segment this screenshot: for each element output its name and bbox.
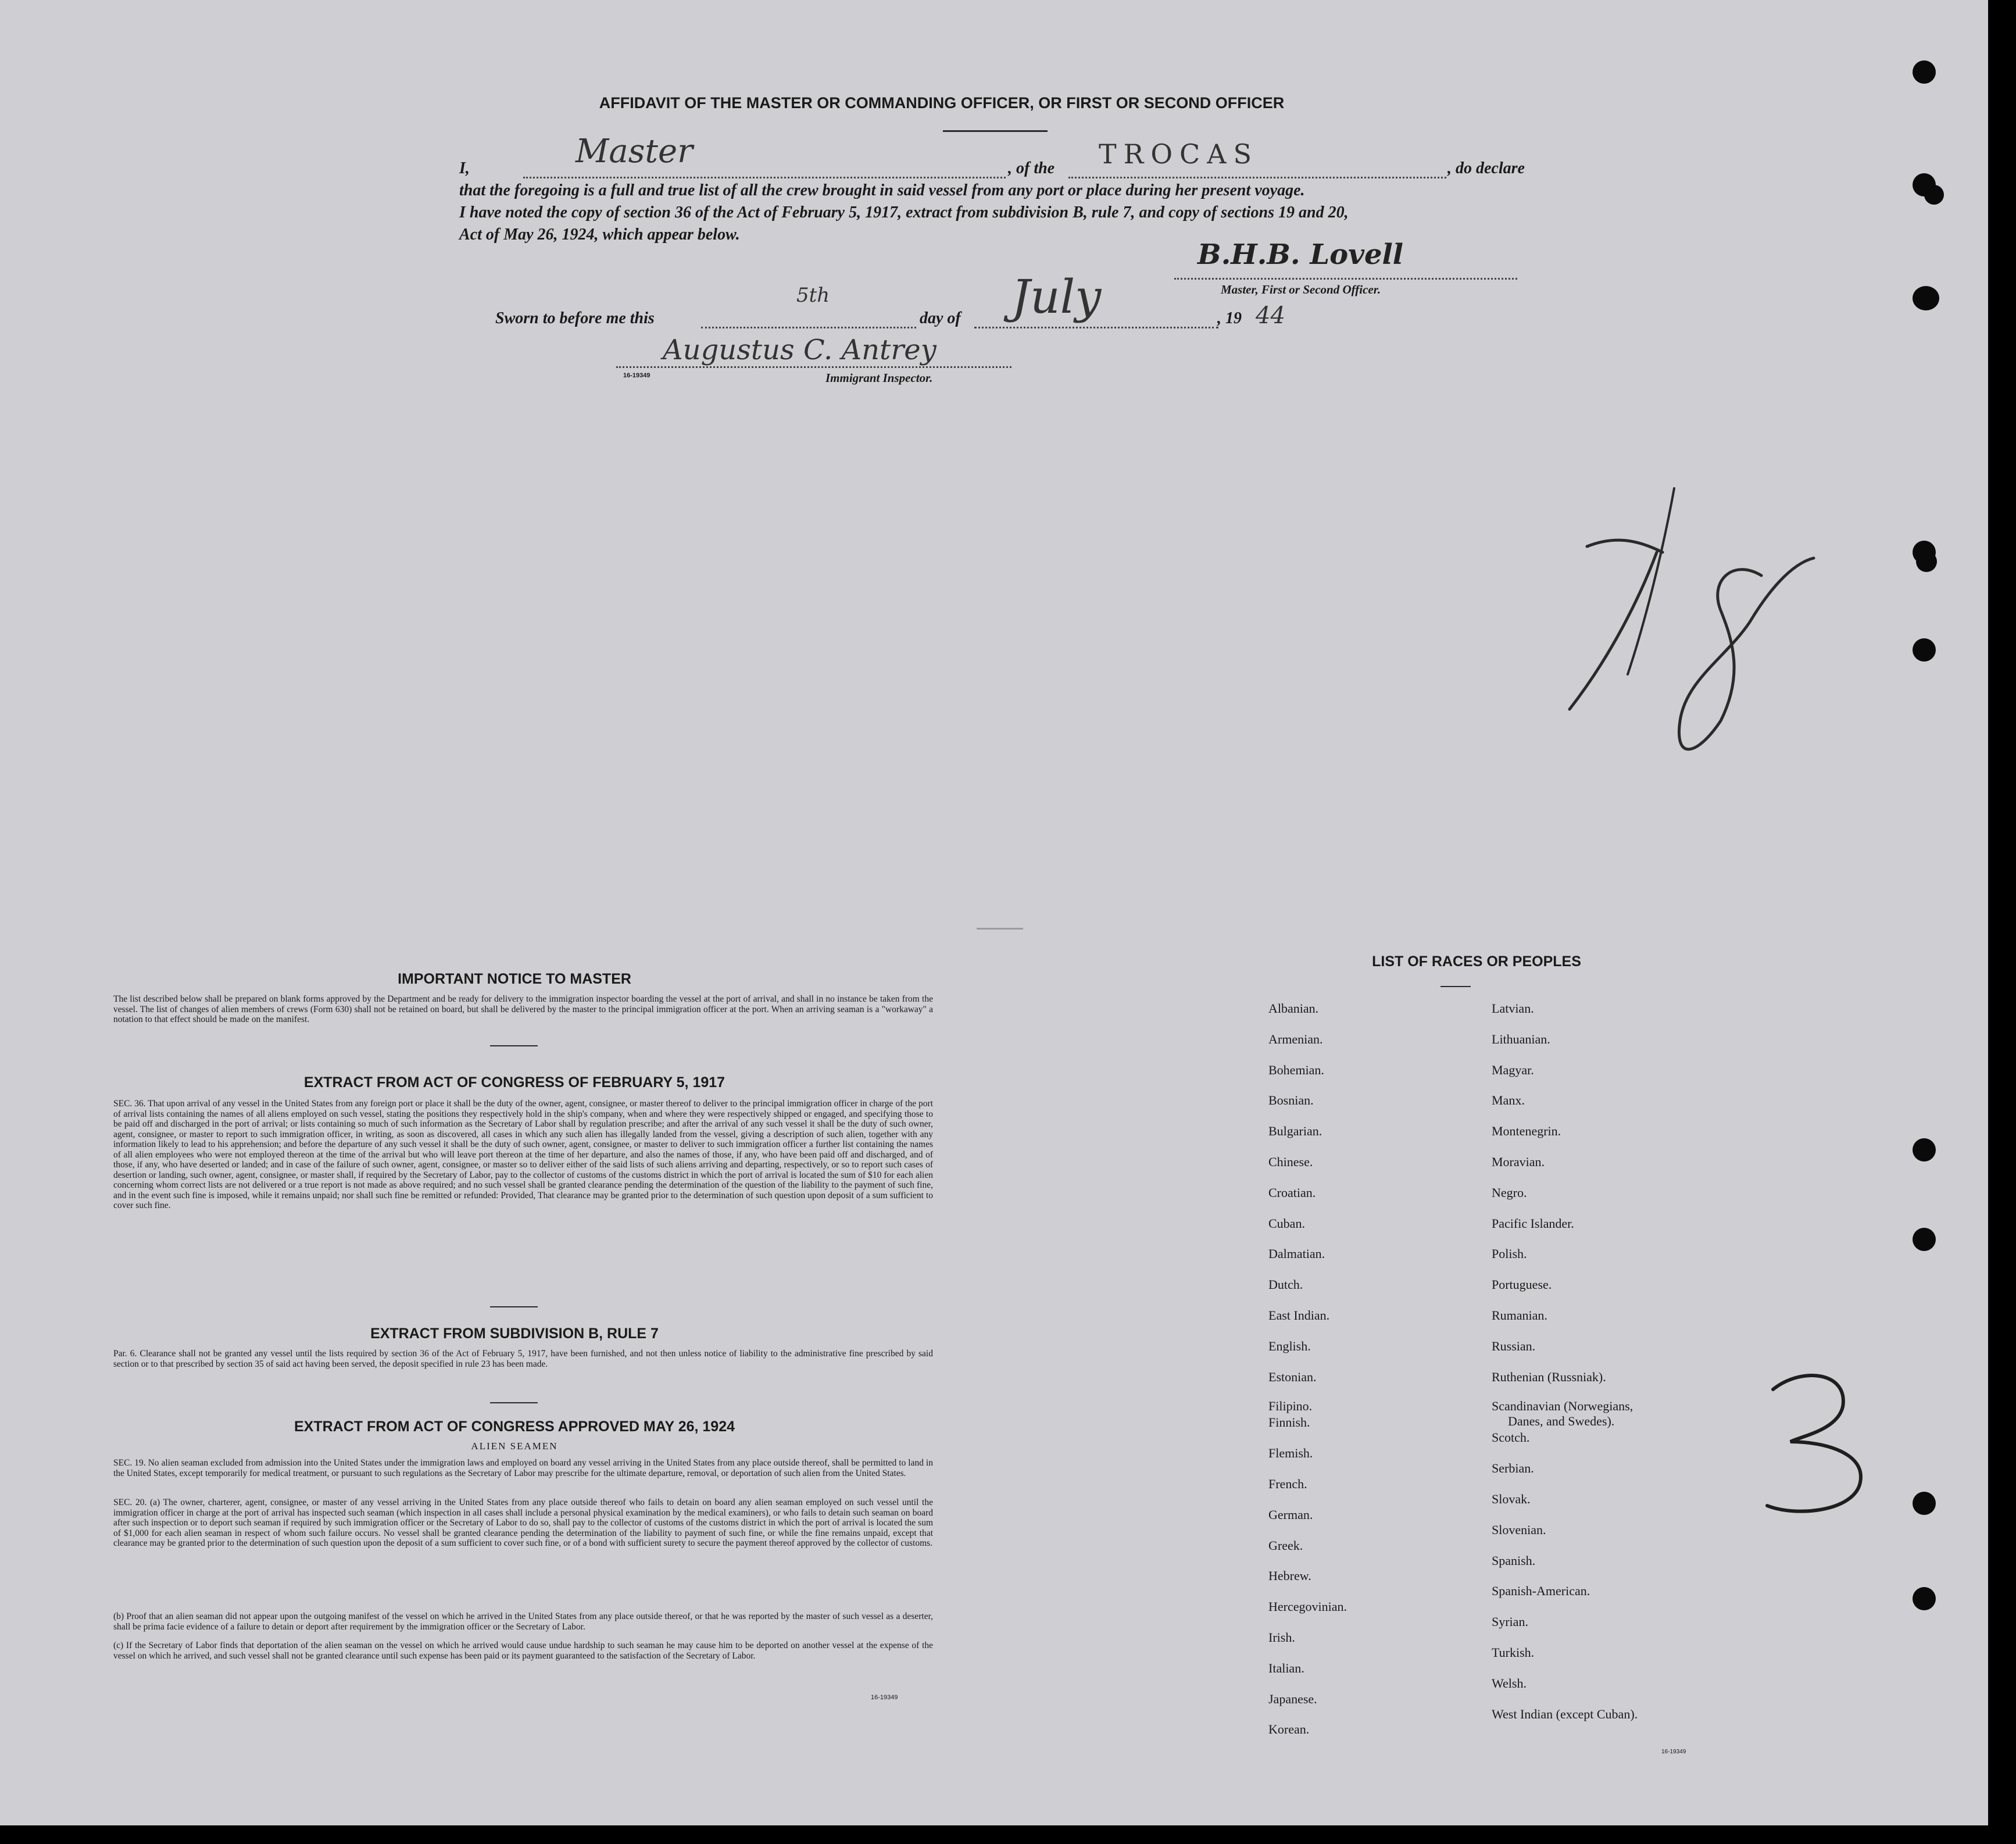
do-declare-label: , do declare <box>1447 159 1525 177</box>
race-item: Magyar. <box>1492 1062 1534 1077</box>
race-item: Serbian. <box>1492 1461 1534 1476</box>
year-handwriting: 44 <box>1256 302 1285 329</box>
race-item: Slovak. <box>1492 1491 1531 1506</box>
punch-hole <box>1913 286 1939 310</box>
extract-rule7-rule <box>490 1402 538 1403</box>
scan-border-bottom <box>0 1825 2016 1844</box>
races-rule <box>1440 986 1471 987</box>
races-column-2 <box>1492 1000 1638 1736</box>
day-line <box>701 327 916 328</box>
race-item: Pacific Islander. <box>1492 1216 1574 1231</box>
race-item: Irish. <box>1268 1629 1295 1645</box>
extract-1917-title: EXTRACT FROM ACT OF CONGRESS OF FEBRUARY 5, 1917 <box>303 1074 725 1091</box>
race-item: Finnish. <box>1268 1415 1310 1430</box>
sheet-number-annotation <box>1750 1360 1878 1523</box>
fold-mark <box>977 928 1023 930</box>
race-item: Dalmatian. <box>1268 1246 1325 1262</box>
race-item: Scotch. <box>1492 1430 1530 1445</box>
notice-title: IMPORTANT NOTICE TO MASTER <box>398 971 631 987</box>
extract-1924-sec20b: (b) Proof that an alien seaman did not appear upon the outgoing manifest of the vessel on which he arrived in the United States from any place outside thereof, or that he was reported by the master of such vessel as a deserter, shall be prima facie evidence of a failure to detain or deport after requirement by the immigration officer or the Secretary of Labor. <box>113 1611 933 1632</box>
extract-1917-text: SEC. 36. That upon arrival of any vessel in the United States from any foreign port or place it shall be the duty of the owner, agent, consignee, or master thereof to deliver to the principal immigration officer in charge of the port of arrival lists containing the names of all aliens employed on such vessel, stating the positions they respectively hold in the ship's company, when and where they were respectively shipped or engaged, and specifying those to be paid off and discharged in the port of arrival; or lists containing so much of such information as the Secretary of Labor shall by regulation prescribe; and after the arrival of any such vessel it shall be the duty of such owner, agent, consignee, or master to report to such immigration officer, in writing, as soon as discovered, all cases in which any such alien has illegally landed from the vessel, giving a description of such alien, together with any information likely to lead to his apprehension; and before the departure of any such vessel it shall be the duty of such owner, agent, consignee, or master to deliver to such immigration officer a further list containing the names of all alien employees who were not employed thereon at the time of the arrival but who will leave port thereon at the time of her departure, and also the names of those, if any, who have been paid off and discharged, and of those, if any, who have deserted or landed; and in case of the failure of such owner, agent, consignee, or master so to deliver either of the said lists of such aliens arriving and departing, respectively, or so to report such cases of desertion or landing, such owner, agent, consignee, or master shall, if required by the Secretary of Labor, pay to the collector of customs of the customs district in which the port of arrival is located the sum of $10 for each alien concerning whom correct lists are not delivered or a true report is not made as above required; and no such vessel shall be granted clearance pending the determination of the question of the liability to the payment of such fine, and in the event such fine is imposed, while it remains unpaid; nor shall such fine be remitted or refunded: Provided, That clearance may be granted prior to the determination of such question upon deposit of a sum sufficient to cover such fine. <box>113 1099 933 1210</box>
race-item: Negro. <box>1492 1185 1527 1200</box>
race-item: Bosnian. <box>1268 1093 1314 1108</box>
race-item: Ruthenian (Russniak). <box>1492 1369 1606 1384</box>
extract-1924-sec20c: (c) If the Secretary of Labor finds that deportation of the alien seaman on the vessel on which he arrived would cause undue hardship to such seaman he may cause him to be deported on another vessel at the expense of the vessel on which he arrived, and such vessel shall not be granted clearance until such expense has been paid or its payment guaranteed to the satisfaction of the Secretary of Labor. <box>113 1641 933 1661</box>
race-item: West Indian (except Cuban). <box>1492 1706 1638 1721</box>
race-item: Rumanian. <box>1492 1307 1547 1323</box>
race-item: German. <box>1268 1507 1313 1522</box>
extract-rule7-text: Par. 6. Clearance shall not be granted any vessel until the lists required by section 36 of the Act of February 5, 1917, have been furnished, and not then unless notice of liability to the administrative fine prescribed by said section or to that prescribed by section 35 of said act having been served, the deposit specified in rule 23 has been made. <box>113 1349 933 1369</box>
race-item: Polish. <box>1492 1246 1527 1262</box>
race-item: English. <box>1268 1338 1311 1353</box>
race-item: Dutch. <box>1268 1277 1303 1292</box>
extract-rule7-title: EXTRACT FROM SUBDIVISION B, RULE 7 <box>370 1325 659 1342</box>
declarant-handwriting: Master <box>576 133 693 170</box>
punch-hole <box>1924 185 1944 205</box>
race-item: Montenegrin. <box>1492 1124 1561 1139</box>
inspector-signature: Augustus C. Antrey <box>663 334 936 366</box>
punch-hole <box>1913 1492 1936 1515</box>
races-form-number: 16-19349 <box>1661 1749 1686 1755</box>
officer-caption: Master, First or Second Officer. <box>1221 283 1381 296</box>
race-item: Croatian. <box>1268 1185 1316 1200</box>
race-item: Bohemian. <box>1268 1062 1324 1077</box>
inspector-caption: Immigrant Inspector. <box>825 371 933 385</box>
race-item: Flemish. <box>1268 1446 1313 1461</box>
extract-1924-title: EXTRACT FROM ACT OF CONGRESS APPROVED MAY 26, 1924 <box>294 1418 735 1435</box>
punch-hole <box>1913 1587 1936 1610</box>
officer-signature: B.H.B. Lovell <box>1198 238 1403 271</box>
inspector-signature-line <box>616 366 1011 368</box>
extract-1924-sec20a: SEC. 20. (a) The owner, charterer, agent, consignee, or master of any vessel arriving in the United States from any place outside thereof who fails to detain on board any alien seaman employed on such vessel until the immigration officer in charge at the port of arrival has inspected such seaman (which inspection in all cases shall include a personal physical examination by the medical examiners), or who fails to detain such seaman on board after such inspection or to deport such seaman if required by such immigration officer or the Secretary of Labor to do so, shall pay to the collector of customs of the customs district in which the port of arrival is located the sum of $1,000 for each alien seaman in respect of whom such failure occurs. No vessel shall be granted clearance pending the determination of the liability to payment of such fine, or while the fine remains unpaid, except that clearance may be granted prior to the determination of such question upon the deposit of a sum sufficient to cover such fine, or of a bond with sufficient surety to secure the payment thereof approved by the collector of customs. <box>113 1498 933 1548</box>
affidavit-line-2: that the foregoing is a full and true list of all the crew brought in said vessel from any port or place during her present voyage. <box>459 181 1305 199</box>
extract-1924-sec19: SEC. 19. No alien seaman excluded from admission into the United States under the immigration laws and employed on board any vessel arriving in the United States from any place outside thereof, shall be permitted to land in the United States, except temporarily for medical treatment, or pursuant to such regulations as the Secretary of Labor may prescribe for the ultimate departure, removal, or deportation of such alien from the United States. <box>113 1458 933 1478</box>
race-item: Italian. <box>1268 1660 1304 1675</box>
affidavit-form-number: 16-19349 <box>623 372 650 379</box>
punch-hole <box>1913 1228 1936 1251</box>
race-item: Armenian. <box>1268 1031 1323 1046</box>
affidavit-line-1 <box>459 159 470 178</box>
race-item: Spanish-American. <box>1492 1584 1590 1599</box>
race-item: Chinese. <box>1268 1154 1313 1169</box>
declarant-line <box>523 177 1006 178</box>
punch-hole <box>1916 551 1937 572</box>
races-column-1 <box>1268 1000 1347 1752</box>
race-item: Latvian. <box>1492 1001 1534 1016</box>
race-item: Syrian. <box>1492 1614 1528 1629</box>
i-label: I, <box>459 159 470 177</box>
race-item: Spanish. <box>1492 1553 1536 1568</box>
race-item: Greek. <box>1268 1538 1303 1553</box>
race-item: Welsh. <box>1492 1675 1527 1691</box>
races-title: LIST OF RACES OR PEOPLES <box>1372 953 1581 970</box>
month-line <box>974 327 1218 328</box>
officer-signature-line <box>1174 278 1517 280</box>
notice-text: The list described below shall be prepared on blank forms approved by the Department and be ready for delivery to the immigration inspector boarding the vessel at the port of arrival, and shall in no instance be taken from the vessel. The list of changes of alien members of crews (Form 630) shall not be retained on board, but shall be delivered by the master to the principal immigration officer at the port. When an arriving seaman is a "workaway" a notation to that effect should be made on the manifest. <box>113 994 933 1024</box>
race-item: Russian. <box>1492 1338 1536 1353</box>
day-handwriting: 5th <box>796 284 830 307</box>
race-item: Moravian. <box>1492 1154 1545 1169</box>
extract-1917-rule <box>490 1306 538 1307</box>
year-prefix: , 19 <box>1217 309 1242 327</box>
page-mark-text: 1/8 <box>1500 465 1501 466</box>
month-handwriting: July <box>1011 270 1102 324</box>
race-item: Turkish. <box>1492 1645 1535 1660</box>
extract-1924-subtitle: ALIEN SEAMEN <box>471 1441 558 1452</box>
race-item: Danes, and Swedes). <box>1508 1414 1615 1429</box>
page-mark-annotation <box>1500 465 1825 791</box>
punch-hole <box>1913 60 1936 84</box>
affidavit-title: AFFIDAVIT OF THE MASTER OR COMMANDING OFFICER, OR FIRST OR SECOND OFFICER <box>599 94 1285 112</box>
race-item: Korean. <box>1268 1722 1310 1737</box>
of-the-label: , of the <box>1008 159 1055 177</box>
affidavit-line-4: Act of May 26, 1924, which appear below. <box>459 226 740 244</box>
race-item: Slovenian. <box>1492 1522 1546 1537</box>
race-item: French. <box>1268 1476 1307 1491</box>
day-of-label: day of <box>920 309 961 327</box>
race-item: Hercegovinian. <box>1268 1599 1347 1614</box>
race-item: Cuban. <box>1268 1216 1305 1231</box>
scan-border-right <box>1988 0 2016 1844</box>
race-item: East Indian. <box>1268 1307 1330 1323</box>
affidavit-line-3: I have noted the copy of section 36 of the Act of February 5, 1917, extract from subdivision B, rule 7, and copy of sections 19 and 20, <box>459 203 1349 221</box>
race-item: Lithuanian. <box>1492 1031 1550 1046</box>
race-item: Scandinavian (Norwegians, <box>1492 1399 1633 1414</box>
notice-rule <box>490 1045 538 1046</box>
race-item: Portuguese. <box>1492 1277 1552 1292</box>
punch-hole <box>1913 1138 1936 1162</box>
sworn-label: Sworn to before me this <box>495 309 655 327</box>
race-item: Bulgarian. <box>1268 1124 1322 1139</box>
race-item: Hebrew. <box>1268 1568 1311 1584</box>
extract-form-number: 16-19349 <box>871 1694 898 1701</box>
race-item: Japanese. <box>1268 1691 1317 1706</box>
vessel-name-handwriting: TROCAS <box>1099 138 1259 170</box>
race-item: Manx. <box>1492 1093 1525 1108</box>
punch-hole <box>1913 638 1936 662</box>
race-item: Estonian. <box>1268 1369 1317 1384</box>
race-item: Filipino. <box>1268 1399 1313 1414</box>
race-item: Albanian. <box>1268 1001 1319 1016</box>
vessel-line <box>1068 177 1446 178</box>
title-rule <box>943 130 1048 132</box>
